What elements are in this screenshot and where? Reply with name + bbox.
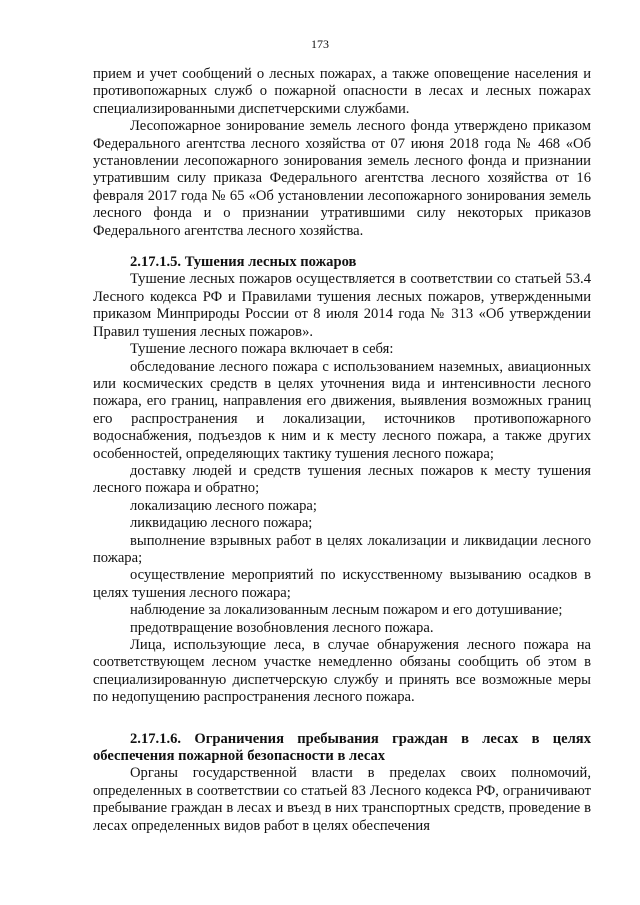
document-body: [93, 66, 591, 835]
paragraph: предотвращение возобновления лесного пожара.: [130, 619, 434, 636]
paragraph: наблюдение за локализованным лесным пожаром и его дотушивание;: [130, 602, 563, 619]
section-heading: 2.17.1.5. Тушения лесных пожаров: [130, 254, 357, 271]
paragraph: Лесопожарное зонирование земель лесного фонда утверждено приказом Федерального агентства лесного хозяйства от 07 июня 2018 года № 468 «Об установлении лесопожарного зонирования земель лесного фонда и признании утратившим силу приказа Федерального агентства лесного хозяйства от 16 февраля 2017 года № 65 «Об установлении лесопожарного зонирования земель лесного фонда и о признании утратившими силу некоторых приказов Федерального агентства лесного хозяйства.: [93, 118, 591, 239]
paragraph: Тушение лесных пожаров осуществляется в соответствии со статьей 53.4 Лесного кодекса РФ и Правилами тушения лесных пожаров, утвержденными приказом Минприроды России от 8 июля 2014 года № 313 «Об утверждении Правил тушения лесных пожаров».: [93, 271, 591, 340]
paragraph: локализацию лесного пожара;: [130, 497, 317, 514]
paragraph: доставку людей и средств тушения лесных пожаров к месту тушения лесного пожара и обратно;: [93, 462, 591, 497]
paragraph: Лица, использующие леса, в случае обнаружения лесного пожара на соответствующем лесном участке немедленно обязаны сообщить об этом в специализированную диспетчерскую службу и принять все возможные меры по недопущению распространения лесного пожара.: [93, 637, 591, 706]
paragraph: осуществление мероприятий по искусственному вызыванию осадков в целях тушения лесного пожара;: [93, 567, 591, 601]
spacer: [93, 707, 591, 731]
paragraph: обследование лесного пожара с использованием наземных, авиационных или космических средств в целях уточнения вида и интенсивности лесного пожара, его границ, направления его движения, выявления возможных границ его распространения и локализации, источников противопожарного водоснабжения, подъездов к ним и к месту лесного пожара, а также других особенностей, определяющих тактику тушения лесного пожара;: [93, 358, 591, 462]
paragraph: ликвидацию лесного пожара;: [130, 515, 313, 532]
paragraph: выполнение взрывных работ в целях локализации и ликвидации лесного пожара;: [93, 532, 591, 566]
section-heading: 2.17.1.6. Ограничения пребывания граждан в лесах в целях обеспечения пожарной безопасности в лесах: [93, 730, 591, 765]
page-number: 173: [311, 37, 329, 51]
paragraph: Тушение лесного пожара включает в себя:: [130, 341, 394, 358]
spacer: [93, 240, 591, 254]
paragraph: прием и учет сообщений о лесных пожарах, а также оповещение населения и противопожарных служб о пожарной опасности в лесах и лесных пожарах специализированными диспетчерскими службами.: [93, 66, 591, 117]
paragraph: Органы государственной власти в пределах своих полномочий, определенных в соответствии со статьей 83 Лесного кодекса РФ, ограничивают пребывание граждан в лесах и въезд в них транспортных средств, проведение в лесах определенных видов работ в целях обеспечения: [93, 765, 591, 834]
